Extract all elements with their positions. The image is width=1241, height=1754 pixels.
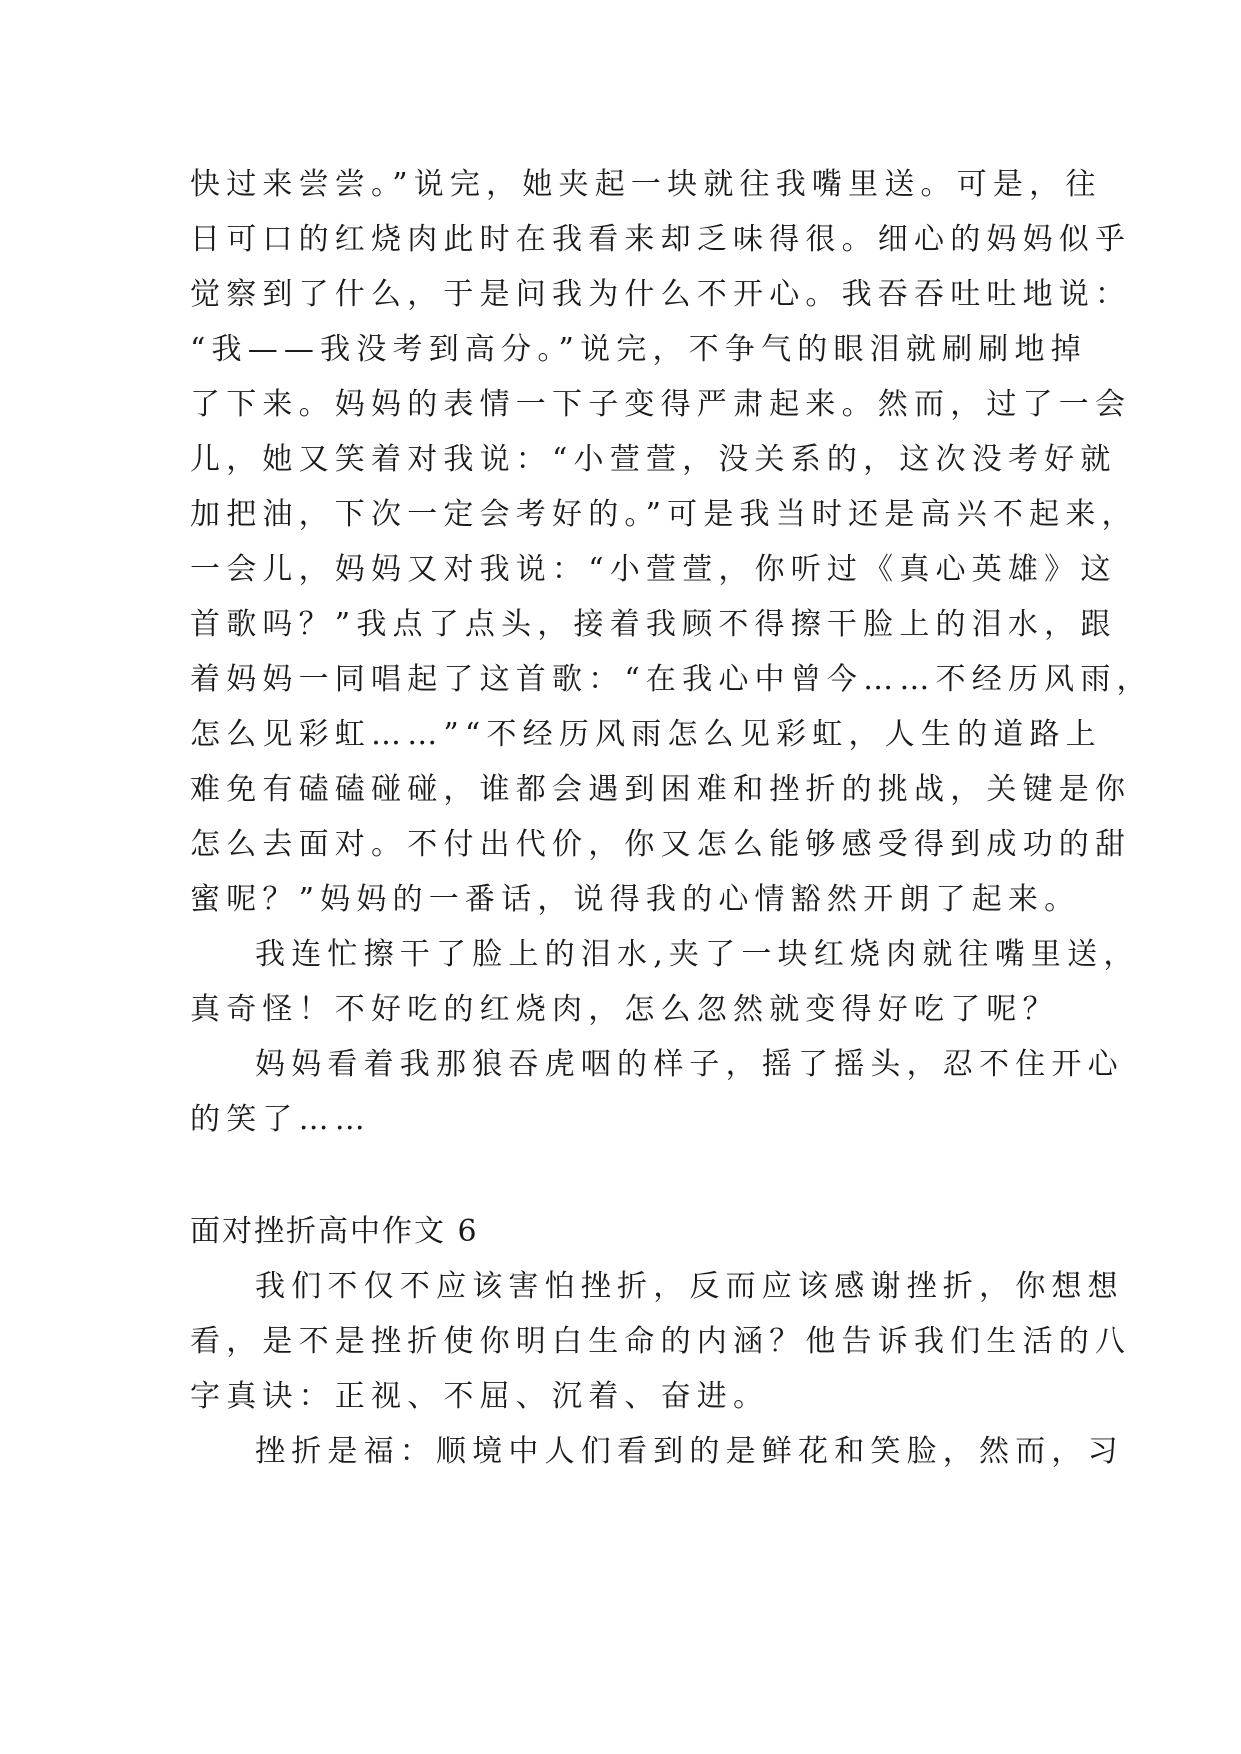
text-line: 怎么去面对。不付出代价，你又怎么能够感受得到成功的甜 (190, 827, 1132, 862)
text-line: 觉察到了什么，于是问我为什么不开心。我吞吞吐吐地说： (190, 277, 1132, 312)
text-line: 一会儿，妈妈又对我说：“小萱萱，你听过《真心英雄》这 (190, 552, 1117, 587)
text-line: 日可口的红烧肉此时在我看来却乏味得很。细心的妈妈似乎 (190, 222, 1132, 257)
text-line: 加把油，下次一定会考好的。”可是我当时还是高兴不起来， (190, 497, 1138, 532)
text-line: 儿，她又笑着对我说：“小萱萱，没关系的，这次没考好就 (190, 442, 1117, 477)
text-line: 了下来。妈妈的表情一下子变得严肃起来。然而，过了一会 (190, 387, 1132, 422)
text-line: 快过来尝尝。”说完，她夹起一块就往我嘴里送。可是，往 (190, 167, 1102, 202)
text-line: 首歌吗？”我点了点头，接着我顾不得擦干脸上的泪水，跟 (190, 607, 1117, 642)
text-line: 怎么见彩虹……”“不经历风雨怎么见彩虹，人生的道路上 (190, 717, 1102, 752)
text-line: 着妈妈一同唱起了这首歌：“在我心中曾今……不经历风雨， (190, 662, 1153, 697)
text-line: 看，是不是挫折使你明白生命的内涵？他告诉我们生活的八 (190, 1324, 1132, 1359)
text-line: 难免有磕磕碰碰，谁都会遇到困难和挫折的挑战，关键是你 (190, 772, 1132, 807)
paragraph-start-line: 我们不仅不应该害怕挫折，反而应该感谢挫折，你想想 (255, 1269, 1124, 1304)
paragraph-start-line: 挫折是福：顺境中人们看到的是鲜花和笑脸，然而，习 (255, 1434, 1124, 1469)
paragraph-start-line: 我连忙擦干了脸上的泪水,夹了一块红烧肉就往嘴里送， (255, 937, 1140, 972)
text-line: 真奇怪！不好吃的红烧肉，怎么忽然就变得好吃了呢？ (190, 992, 1059, 1027)
text-line: “我——我没考到高分。”说完，不争气的眼泪就刷刷地掉 (190, 332, 1087, 367)
section-heading: 面对挫折高中作文 6 (190, 1214, 479, 1249)
paragraph-start-line: 妈妈看着我那狼吞虎咽的样子，摇了摇头，忍不住开心 (255, 1047, 1124, 1082)
text-line: 的笑了…… (190, 1102, 371, 1137)
text-line: 字真诀：正视、不屈、沉着、奋进。 (190, 1379, 770, 1414)
text-line: 蜜呢？”妈妈的一番话，说得我的心情豁然开朗了起来。 (190, 882, 1081, 917)
